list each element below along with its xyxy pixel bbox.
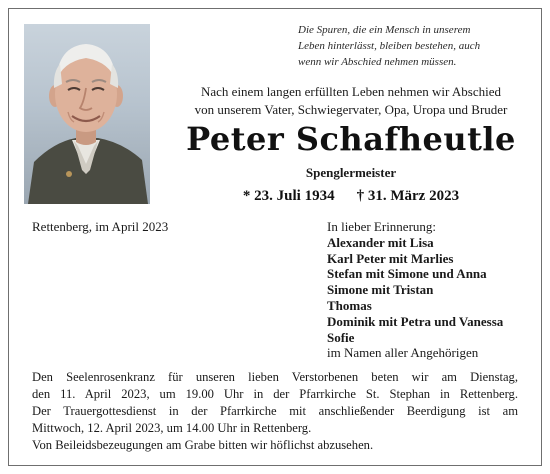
intro-line: Nach einem langen erfüllten Leben nehmen wir Abschied [201, 84, 501, 99]
quote-line: wenn wir Abschied nehmen müssen. [298, 56, 457, 68]
memorial-quote [298, 22, 520, 70]
mourner-name: Karl Peter mit Marlies [327, 250, 454, 266]
notice-line: Den Seelenrosenkranz für unseren lieben Verstorbenen beten wir am Dienstag, [32, 370, 518, 384]
deceased-profession: Spenglermeister [305, 165, 397, 180]
service-notice [32, 369, 518, 454]
mourners-closing: im Namen aller Angehörigen [327, 345, 479, 361]
mourner-name: Simone mit Tristan [327, 282, 434, 298]
mourner-name: Thomas [327, 297, 372, 313]
place-and-date: Rettenberg, im April 2023 [32, 219, 169, 234]
quote-line: Die Spuren, die ein Mensch in unserem [298, 24, 471, 36]
mourners-list [327, 219, 537, 361]
birth-date: * 23. Juli 1934 [242, 188, 335, 204]
life-dates [168, 188, 534, 205]
mourner-name: Alexander mit Lisa [327, 234, 434, 250]
mourners-heading: In lieber Erinnerung: [327, 219, 437, 234]
notice-line: Mittwoch, 12. April 2023, um 14.00 Uhr in Rettenberg. [32, 421, 312, 435]
portrait-drawing [24, 24, 150, 204]
mourner-name: Stefan mit Simone und Anna [327, 266, 487, 282]
notice-line: Der Trauergottesdienst in der Pfarrkirche mit anschließender Beerdigung ist am [32, 404, 518, 418]
mourner-name: Sofie [327, 329, 355, 345]
quote-line: Leben hinterlässt, bleiben bestehen, auch [298, 40, 481, 52]
death-date: † 31. März 2023 [356, 188, 460, 204]
farewell-intro [168, 83, 534, 119]
portrait-photo [24, 24, 150, 204]
deceased-name: Peter Schafheutle [186, 120, 516, 158]
notice-line: den 11. April 2023, um 19.00 Uhr in der Pfarrkirche St. Stephan in Rettenberg. [32, 387, 518, 401]
mourner-name: Dominik mit Petra und Vanessa [327, 313, 504, 329]
notice-line: Von Beileidsbezeugungen am Grabe bitten wir höflichst abzusehen. [32, 438, 374, 452]
intro-line: von unserem Vater, Schwiegervater, Opa, Uropa und Bruder [194, 102, 508, 117]
